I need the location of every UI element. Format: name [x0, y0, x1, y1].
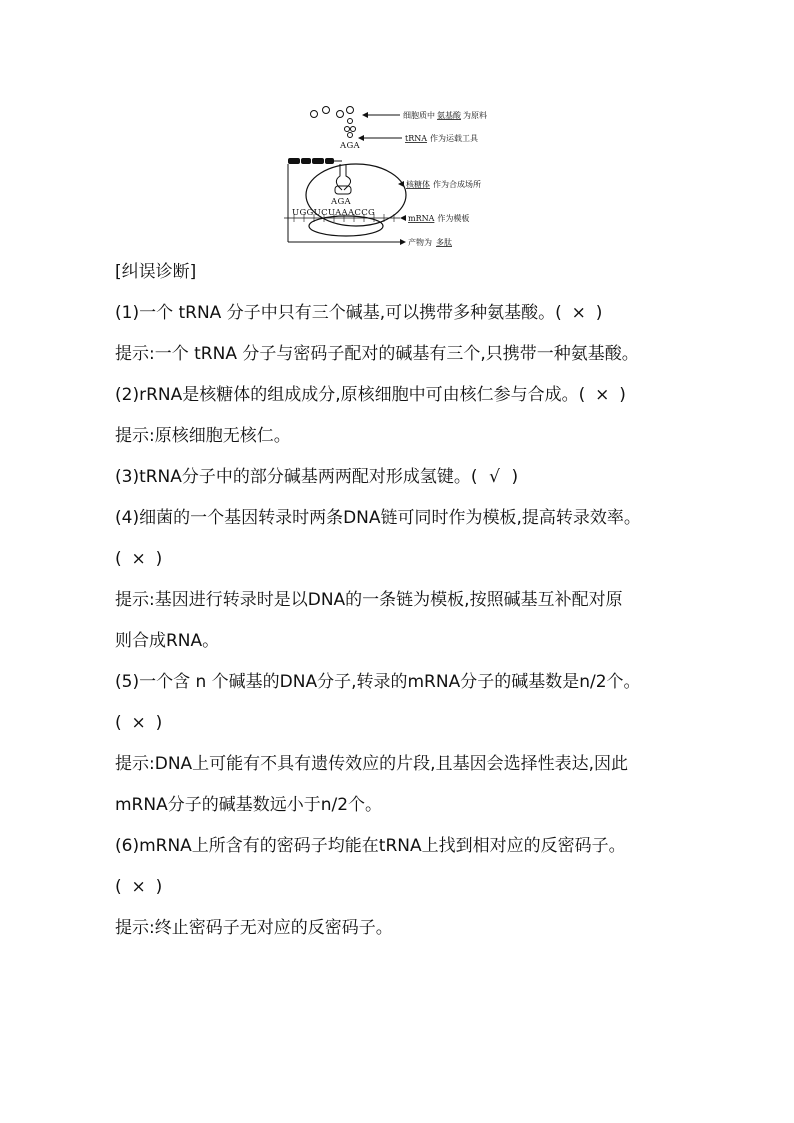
label-amino-end: 为原料 — [463, 111, 487, 120]
hint-5-cont: mRNA分子的碱基数远小于n/2个。 — [115, 795, 383, 815]
item-5-answer: ( × ) — [115, 713, 163, 733]
hint-4-cont: 则合成RNA。 — [115, 631, 220, 651]
label-amino: 细胞质中 — [403, 111, 435, 120]
content — [115, 262, 715, 959]
hint-1: 提示:一个 tRNA 分子与密码子配对的碱基有三个,只携带一种氨基酸。 — [115, 344, 639, 364]
svg-text:tRNA作为运载工具 — [405, 133, 479, 143]
hint-4: 提示:基因进行转录时是以DNA的一条链为模板,按照碱基互补配对原 — [115, 590, 623, 610]
label-mrna-end: 作为模板 — [437, 214, 470, 223]
translation-diagram — [280, 100, 510, 260]
polypeptide-chain — [288, 158, 334, 164]
amino-acid-circles — [311, 107, 356, 138]
item-3: (3)tRNA分子中的部分碱基两两配对形成氢键。( √ ) — [115, 467, 519, 487]
svg-text:mRNA作为模板 — [408, 213, 469, 223]
hint-2: 提示:原核细胞无核仁。 — [115, 426, 291, 446]
item-2: (2)rRNA是核糖体的组成成分,原核细胞中可由核仁参与合成。( × ) — [115, 385, 626, 405]
trna-anticodon-inner: AGA — [331, 197, 351, 207]
label-product-u: 多肽 — [436, 238, 452, 247]
svg-text:细胞质中氨基酸为原料 — [403, 110, 487, 120]
item-4-answer: ( × ) — [115, 549, 163, 569]
item-4: (4)细菌的一个基因转录时两条DNA链可同时作为模板,提高转录效率。 — [115, 508, 641, 528]
heading: [纠误诊断] — [115, 262, 197, 282]
item-5: (5)一个含 n 个碱基的DNA分子,转录的mRNA分子的碱基数是n/2个。 — [115, 672, 641, 692]
hint-5: 提示:DNA上可能有不具有遗传效应的片段,且基因会选择性表达,因此 — [115, 754, 628, 774]
item-6-answer: ( × ) — [115, 877, 163, 897]
label-mrna-u: mRNA — [408, 214, 435, 223]
mark-cross: × — [131, 877, 146, 897]
item-6: (6)mRNA上所含有的密码子均能在tRNA上找到相对应的反密码子。 — [115, 836, 626, 856]
label-trna-end: 作为运载工具 — [430, 134, 479, 143]
label-ribo-end: 作为合成场所 — [433, 180, 481, 189]
hint-6: 提示:终止密码子无对应的反密码子。 — [115, 918, 393, 938]
inner-trna — [335, 186, 351, 194]
label-ribo-u: 核糖体 — [406, 180, 430, 189]
mark-cross: × — [595, 385, 610, 405]
mark-cross: × — [571, 303, 586, 323]
label-product: 产物为 — [408, 238, 432, 247]
label-amino-u: 氨基酸 — [437, 111, 461, 120]
mark-cross: × — [131, 713, 146, 733]
svg-text:核糖体作为合成场所 — [406, 179, 481, 189]
svg-text:产物为多肽 — [408, 237, 452, 247]
mrna-sequence: UGGUCUAAACCG — [292, 208, 376, 218]
mark-check: √ — [489, 467, 500, 487]
item-1: (1)一个 tRNA 分子中只有三个碱基,可以携带多种氨基酸。( × ) — [115, 303, 603, 323]
label-trna-u: tRNA — [405, 134, 428, 143]
mark-cross: × — [131, 549, 146, 569]
trna-anticodon-top: AGA — [340, 141, 360, 151]
